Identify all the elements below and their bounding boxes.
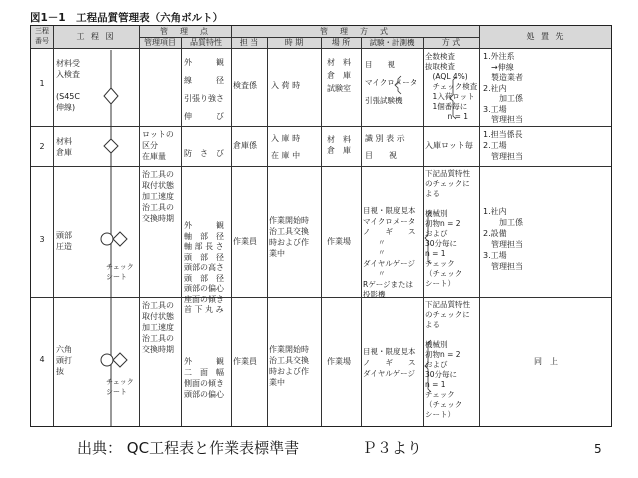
row-4-control-item: 治工具の 取付状態 加工速度 治工具の 交換時期 — [142, 301, 174, 354]
row-3-location: 作業場 — [327, 237, 351, 246]
source-citation — [77, 437, 422, 458]
header-location: 場 所 — [331, 38, 351, 47]
row-2-person: 倉庫係 — [233, 141, 257, 150]
storage-triangle — [104, 139, 118, 153]
row-2-quality: 防 さ び — [184, 149, 224, 158]
row-1-no: 1 — [39, 79, 45, 88]
source-title: QC工程表と作業表標準書 — [126, 439, 300, 457]
row-2-timing: 入 庫 時 在 庫 中 — [271, 134, 301, 160]
row-4-person: 作業員 — [233, 357, 257, 366]
row-1-process: 材料受 入検査 (S45C 伸線) — [56, 59, 80, 112]
inspection-diamond — [104, 88, 118, 104]
row-3-timing: 作業開始時 治工具交換 時および作 業中 — [269, 216, 309, 258]
header-person: 担 当 — [239, 38, 259, 47]
row-1-timing: 入 荷 時 — [271, 81, 301, 90]
row-2-process: 材料 倉庫 — [56, 137, 72, 157]
row-2-no: 2 — [39, 142, 45, 151]
header-quality-characteristic: 品質特性 — [190, 38, 222, 47]
row-1-location: 材 料 倉 庫 試験室 — [327, 58, 351, 93]
row-3-no: 3 — [39, 235, 45, 244]
row-1-disposal: 1.外注系 →伸線 製造業者 2.社内 加工係 3.工場 管理担当 — [483, 52, 523, 124]
header-control-method: 管 理 方 式 — [320, 27, 390, 36]
row-4-method: 下記品質特性 のチェックに よる 機械別 初物n = 2 および 30分毎に n = 1 チェック （チェック シート） — [425, 300, 470, 419]
row-2-control-item: ロットの 区分 在庫量 — [142, 130, 174, 161]
row-1-quality: 外 観 線 径 引張り強さ 伸 び — [184, 58, 224, 121]
header-timing: 時 期 — [284, 38, 304, 47]
row-3-method: 下記品質特性 のチェックに よる 機械別 初物n = 2 および 30分毎に n = 1 チェック （チェック シート） — [425, 169, 470, 288]
row-4-quality: 外 観 二 面 幅 側面の傾き 頭部の偏心 — [184, 357, 224, 399]
inspection-diamond — [113, 353, 127, 367]
header-control-item: 管理項目 — [144, 38, 176, 47]
header-disposal: 処 置 先 — [526, 32, 566, 41]
header-process-chart: 工 程 図 — [76, 32, 116, 41]
header-process-no: 三程 番号 — [35, 27, 49, 45]
slide-number: 5 — [594, 442, 602, 456]
row-1-instrument: 目 視 マイクロメータ 引張試験機 — [365, 60, 418, 105]
row-4-timing: 作業開始時 治工具交換 時および作 業中 — [269, 345, 309, 387]
row-3-control-item: 治工具の 取付状態 加工速度 治工具の 交換時期 — [142, 170, 174, 223]
table-title: 図1－1 工程品質管理表（六角ボルト） — [30, 12, 224, 24]
row-3-disposal: 1.社内 加工係 2.設備 管理担当 3.工場 管理担当 — [483, 207, 523, 271]
operation-circle — [101, 354, 113, 366]
row-2-instrument: 識 別 表 示 目 視 — [365, 134, 405, 160]
row-1-person: 検査係 — [233, 81, 257, 90]
row-2-location: 材 料 倉 庫 — [327, 135, 351, 155]
row-4-check-sheet: チェック シート — [106, 378, 134, 396]
row-3-process: 頭部 圧造 — [56, 231, 72, 251]
row-4-process: 六角 頭打 抜 — [56, 345, 72, 376]
inspection-diamond — [113, 232, 127, 246]
row-3-quality: 外 観 軸 部 径 軸 部 長 さ 頭 部 径 頭部の高さ 頭 部 径 頭部の偏心 座面の傾き 首 下 丸 み — [184, 221, 224, 314]
row-3-check-sheet: チェック シート — [106, 263, 134, 281]
source-label: 出典： — [77, 439, 123, 457]
process-quality-table — [30, 25, 612, 427]
operation-circle — [101, 233, 113, 245]
header-test-instrument: 試験・計測機 — [369, 38, 415, 47]
row-2-method: 入庫ロット毎 — [425, 141, 473, 150]
row-2-disposal: 1.担当係長 2.工場 管理担当 — [483, 130, 523, 161]
row-3-instrument: 目視・限度見本 マイクロメータ ノ ギ ス 〃 〃 ダイヤルゲージ 〃 Rゲージまたは 投影機 — [363, 206, 416, 299]
row-4-disposal: 同 上 — [534, 357, 558, 366]
source-page-ref: Ｐ３より — [361, 439, 422, 457]
row-4-location: 作業場 — [327, 357, 351, 366]
row-3-person: 作業員 — [233, 237, 257, 246]
row-4-instrument: 目視・限度見本 ノ ギ ス ダイヤルゲージ — [363, 347, 416, 378]
header-control-points: 管 理 点 — [160, 27, 210, 36]
row-4-no: 4 — [39, 355, 45, 364]
row-1-method: 全数検査 抜取検査 (AQL 4%) チェック検査 1入荷ロット 1個番毎に n = 1 — [425, 52, 478, 121]
header-method: 方 式 — [441, 38, 461, 47]
